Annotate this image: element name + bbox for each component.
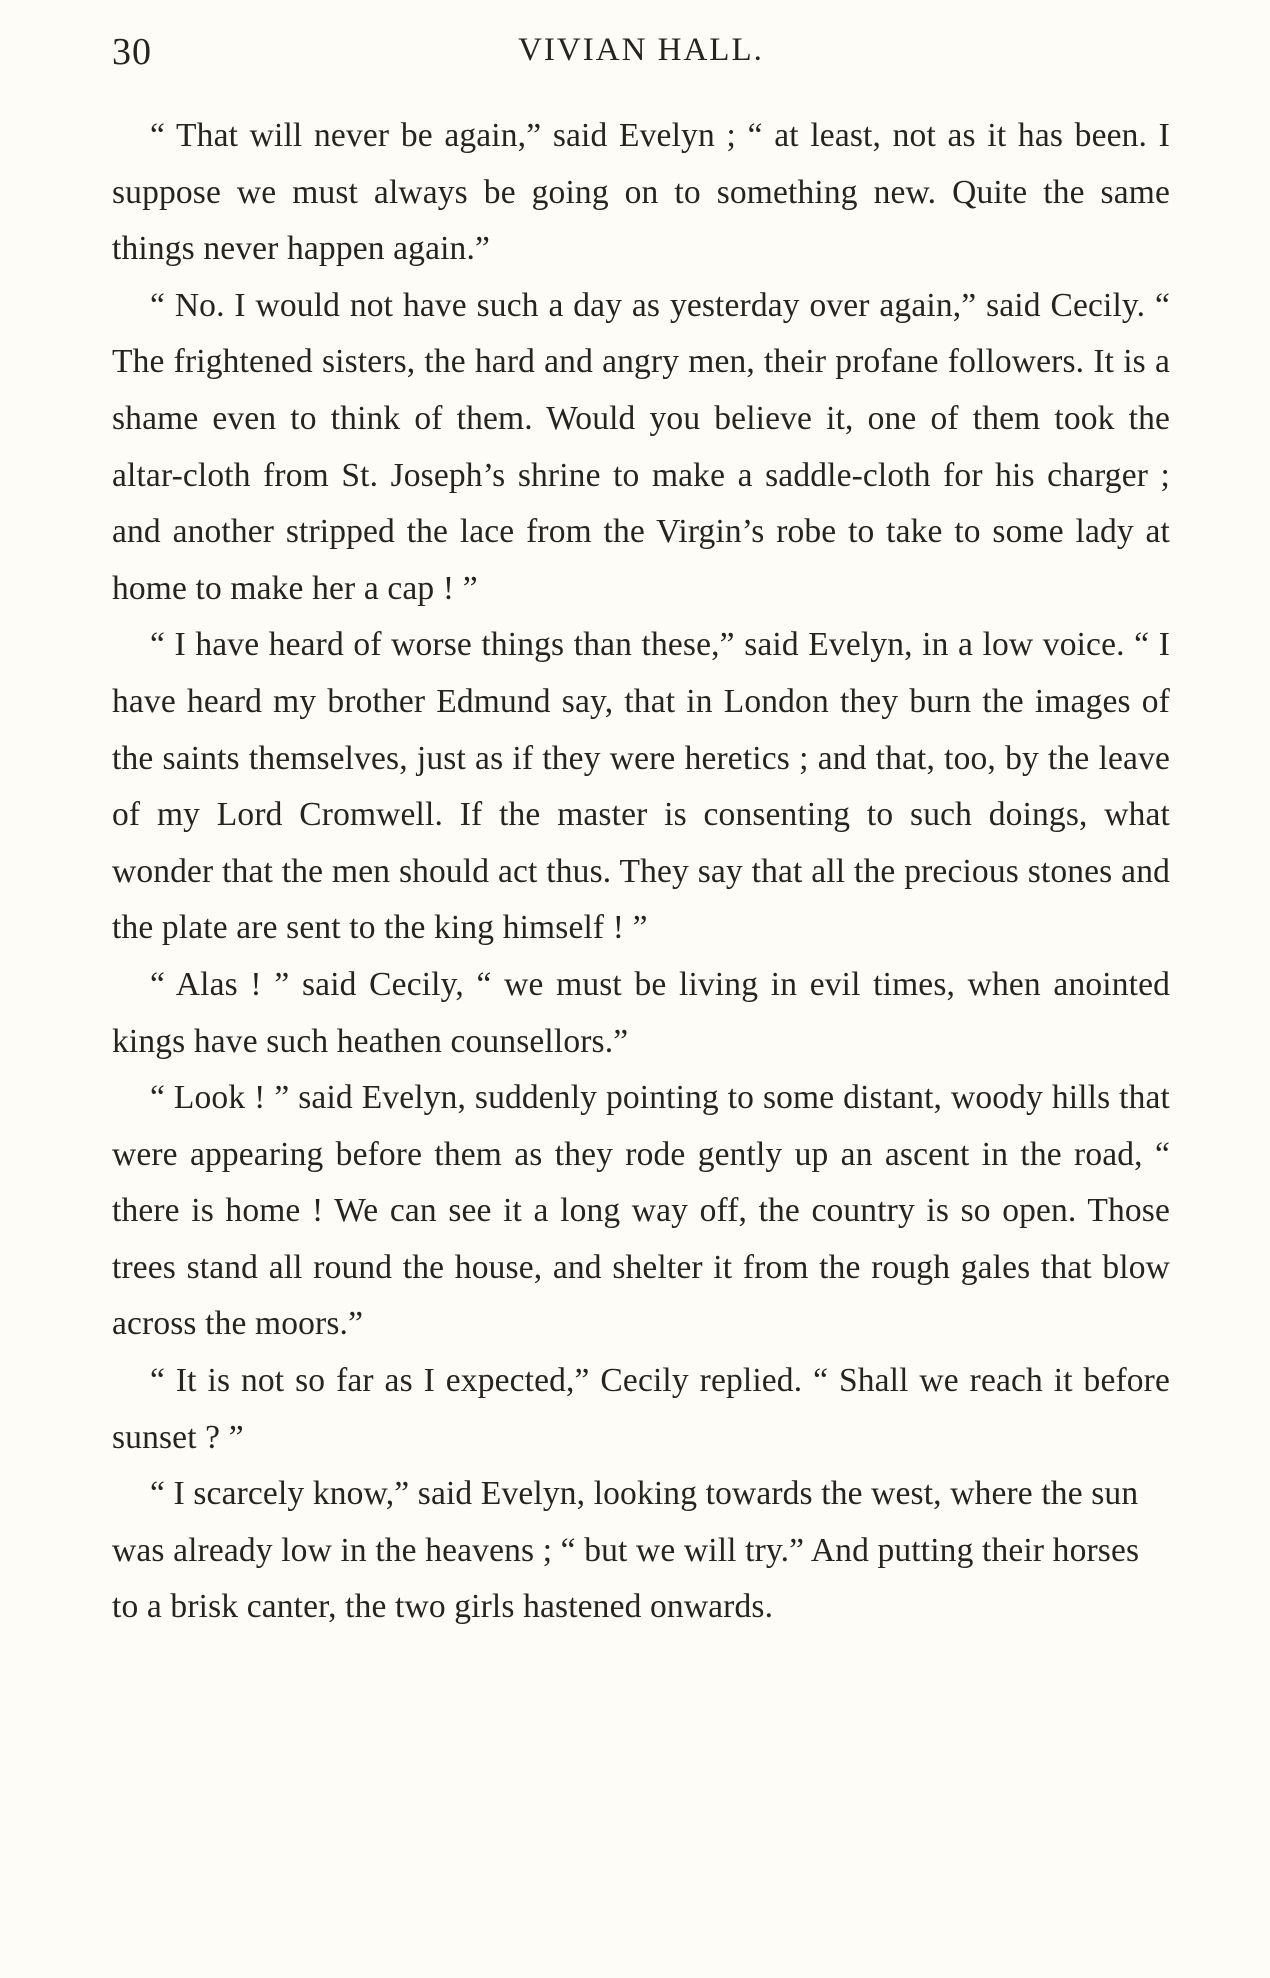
header-title: VIVIAN HALL. <box>518 32 764 68</box>
paragraph: “ It is not so far as I expected,” Cecily replied. “ Shall we reach it before sunset ? ” <box>112 1362 1170 1456</box>
paragraph: “ I have heard of worse things than these,” said Evelyn, in a low voice. “ I have heard my brother Edmund say, that in London they burn the images of the saints themselves, just as if they were heretics ; and that, too, by the leave of my Lord Cromwell. If the master is consenting to such doings, what wonder that the men should act thus. They say that all the precious stones and the plate are sent to the king himself ! ” <box>112 626 1170 947</box>
paragraph: “ That will never be again,” said Evelyn ; “ at least, not as it has been. I suppose we must always be going on to something new. Quite the same things never happen again.” <box>112 117 1170 268</box>
paragraph: “ I scarcely know,” said Evelyn, looking towards the west, where the sun was already low in the heavens ; “ but we will try.” And putting their horses to a brisk canter, the two girls hastened onwards. <box>112 1475 1140 1626</box>
running-head <box>112 30 1170 80</box>
paragraph: “ Look ! ” said Evelyn, suddenly pointing to some distant, woody hills that were appearing before them as they rode gently up an ascent in the road, “ there is home ! We can see it a long way off, the country is so open. Those trees stand all round the house, and shelter it from the rough gales that blow across the moors.” <box>112 1079 1170 1343</box>
body-text <box>112 108 1170 1636</box>
page-number: 30 <box>112 31 152 73</box>
paragraph: “ Alas ! ” said Cecily, “ we must be living in evil times, when anointed kings have such heathen counsellors.” <box>112 965 1170 1060</box>
paragraph: “ No. I would not have such a day as yesterday over again,” said Cecily. “ The frightened sisters, the hard and angry men, their profane followers. It is a shame even to think of them. Would you believe it, one of them took the altar-cloth from St. Joseph’s shrine to make a saddle-cloth for his charger ; and another stripped the lace from the Virgin’s robe to take to some lady at home to make her a cap ! ” <box>112 286 1170 607</box>
